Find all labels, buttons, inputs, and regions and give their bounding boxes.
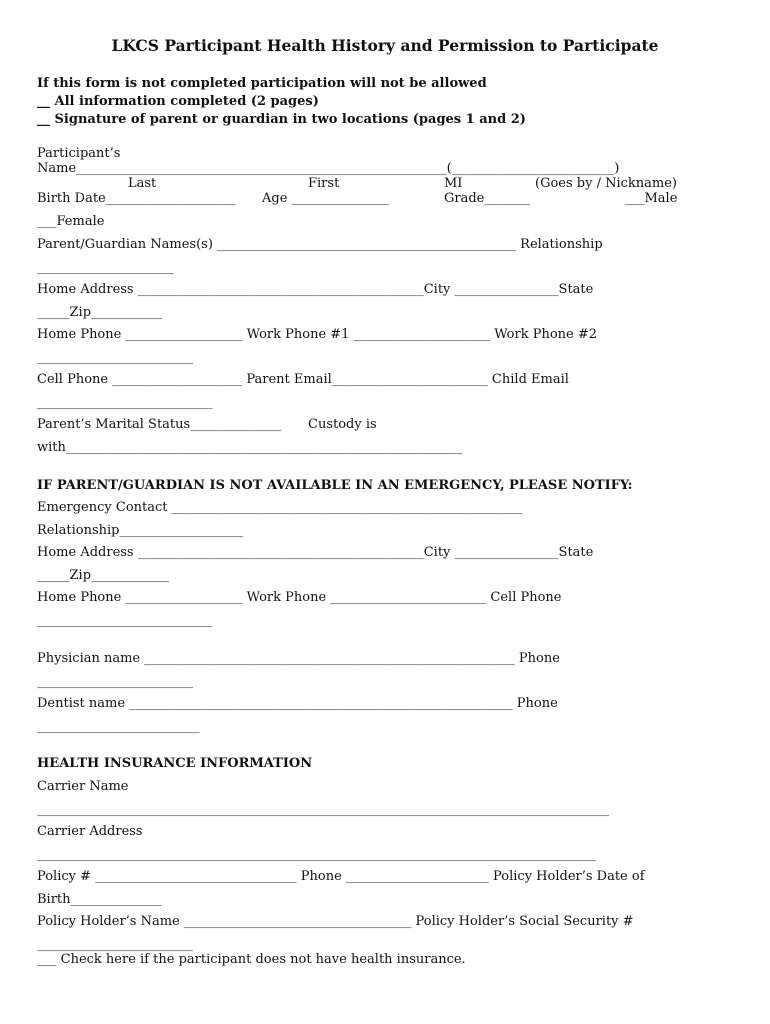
work-phone-2-field[interactable]: ________________________	[37, 350, 193, 365]
child-email-field[interactable]: ___________________________	[37, 395, 213, 410]
sublabel-mi: MI	[444, 176, 463, 191]
policy-holder-name-field[interactable]: Policy Holder’s Name ___________________________________ Policy Holder’s Social Security #	[37, 914, 634, 929]
zip-field[interactable]: _____Zip___________	[37, 305, 163, 320]
emergency-heading: IF PARENT/GUARDIAN IS NOT AVAILABLE IN AN EMERGENCY, PLEASE NOTIFY:	[37, 478, 633, 493]
parent-names-field[interactable]: Parent/Guardian Names(s) ______________________________________________ Relationship	[37, 237, 603, 252]
dentist-phone-field[interactable]: _________________________	[37, 719, 200, 734]
age-field[interactable]: Age _______________	[262, 191, 390, 206]
emergency-relationship-field[interactable]: Relationship___________________	[37, 523, 243, 538]
carrier-name-label: Carrier Name	[37, 779, 129, 794]
custody-with-field[interactable]: with_____________________________________________________________	[37, 440, 463, 455]
social-security-field[interactable]: ________________________	[37, 937, 193, 952]
home-address-field[interactable]: Home Address ____________________________________________City ________________State	[37, 282, 594, 297]
cell-email-fields[interactable]: Cell Phone ____________________ Parent Email________________________ Child Email	[37, 372, 569, 387]
birth-date-field[interactable]: Birth Date____________________	[37, 191, 236, 206]
phone-fields[interactable]: Home Phone __________________ Work Phone #1 _____________________ Work Phone #2	[37, 327, 598, 342]
relationship-field[interactable]: _____________________	[37, 260, 174, 275]
physician-field[interactable]: Physician name _________________________________________________________ Phone	[37, 651, 560, 666]
emergency-zip-field[interactable]: _____Zip____________	[37, 568, 170, 583]
male-checkbox[interactable]: ___Male	[625, 191, 678, 206]
sublabel-first: First	[308, 176, 340, 191]
carrier-address-label: Carrier Address	[37, 824, 143, 839]
dentist-field[interactable]: Dentist name ___________________________________________________________ Phone	[37, 696, 558, 711]
policy-fields[interactable]: Policy # _______________________________ Phone ______________________ Policy Holder’s Date of	[37, 869, 645, 884]
grade-field[interactable]: Grade_______	[444, 191, 530, 206]
carrier-address-field[interactable]: ______________________________________________________________________________________	[37, 847, 596, 862]
participant-name-field[interactable]: Name_________________________________________________________(_________________________)	[37, 161, 620, 176]
emergency-cell-phone-field[interactable]: ___________________________	[37, 613, 213, 628]
participant-label: Participant’s	[37, 146, 121, 161]
completion-warning: If this form is not completed participation will not be allowed	[37, 76, 487, 91]
marital-status-field[interactable]: Parent’s Marital Status______________	[37, 417, 282, 432]
custody-label: Custody is	[308, 417, 377, 432]
policy-holder-birth-field[interactable]: Birth______________	[37, 892, 162, 907]
sublabel-last: Last	[128, 176, 157, 191]
no-insurance-checkbox[interactable]: ___ Check here if the participant does not have health insurance.	[37, 952, 466, 967]
female-checkbox[interactable]: ___Female	[37, 214, 105, 229]
emergency-home-address-field[interactable]: Home Address ____________________________________________City ________________State	[37, 545, 594, 560]
sublabel-nickname: (Goes by / Nickname)	[535, 176, 677, 191]
emergency-phone-fields[interactable]: Home Phone __________________ Work Phone ________________________ Cell Phone	[37, 590, 562, 605]
carrier-name-field[interactable]: ________________________________________________________________________________________	[37, 802, 609, 817]
checklist-item-info-complete[interactable]: __ All information completed (2 pages)	[37, 94, 319, 109]
emergency-contact-field[interactable]: Emergency Contact ______________________________________________________	[37, 500, 523, 515]
physician-phone-field[interactable]: ________________________	[37, 674, 193, 689]
insurance-heading: HEALTH INSURANCE INFORMATION	[37, 756, 313, 771]
form-title: LKCS Participant Health History and Permission to Participate	[111, 36, 659, 55]
checklist-item-signature[interactable]: __ Signature of parent or guardian in two locations (pages 1 and 2)	[37, 112, 526, 127]
